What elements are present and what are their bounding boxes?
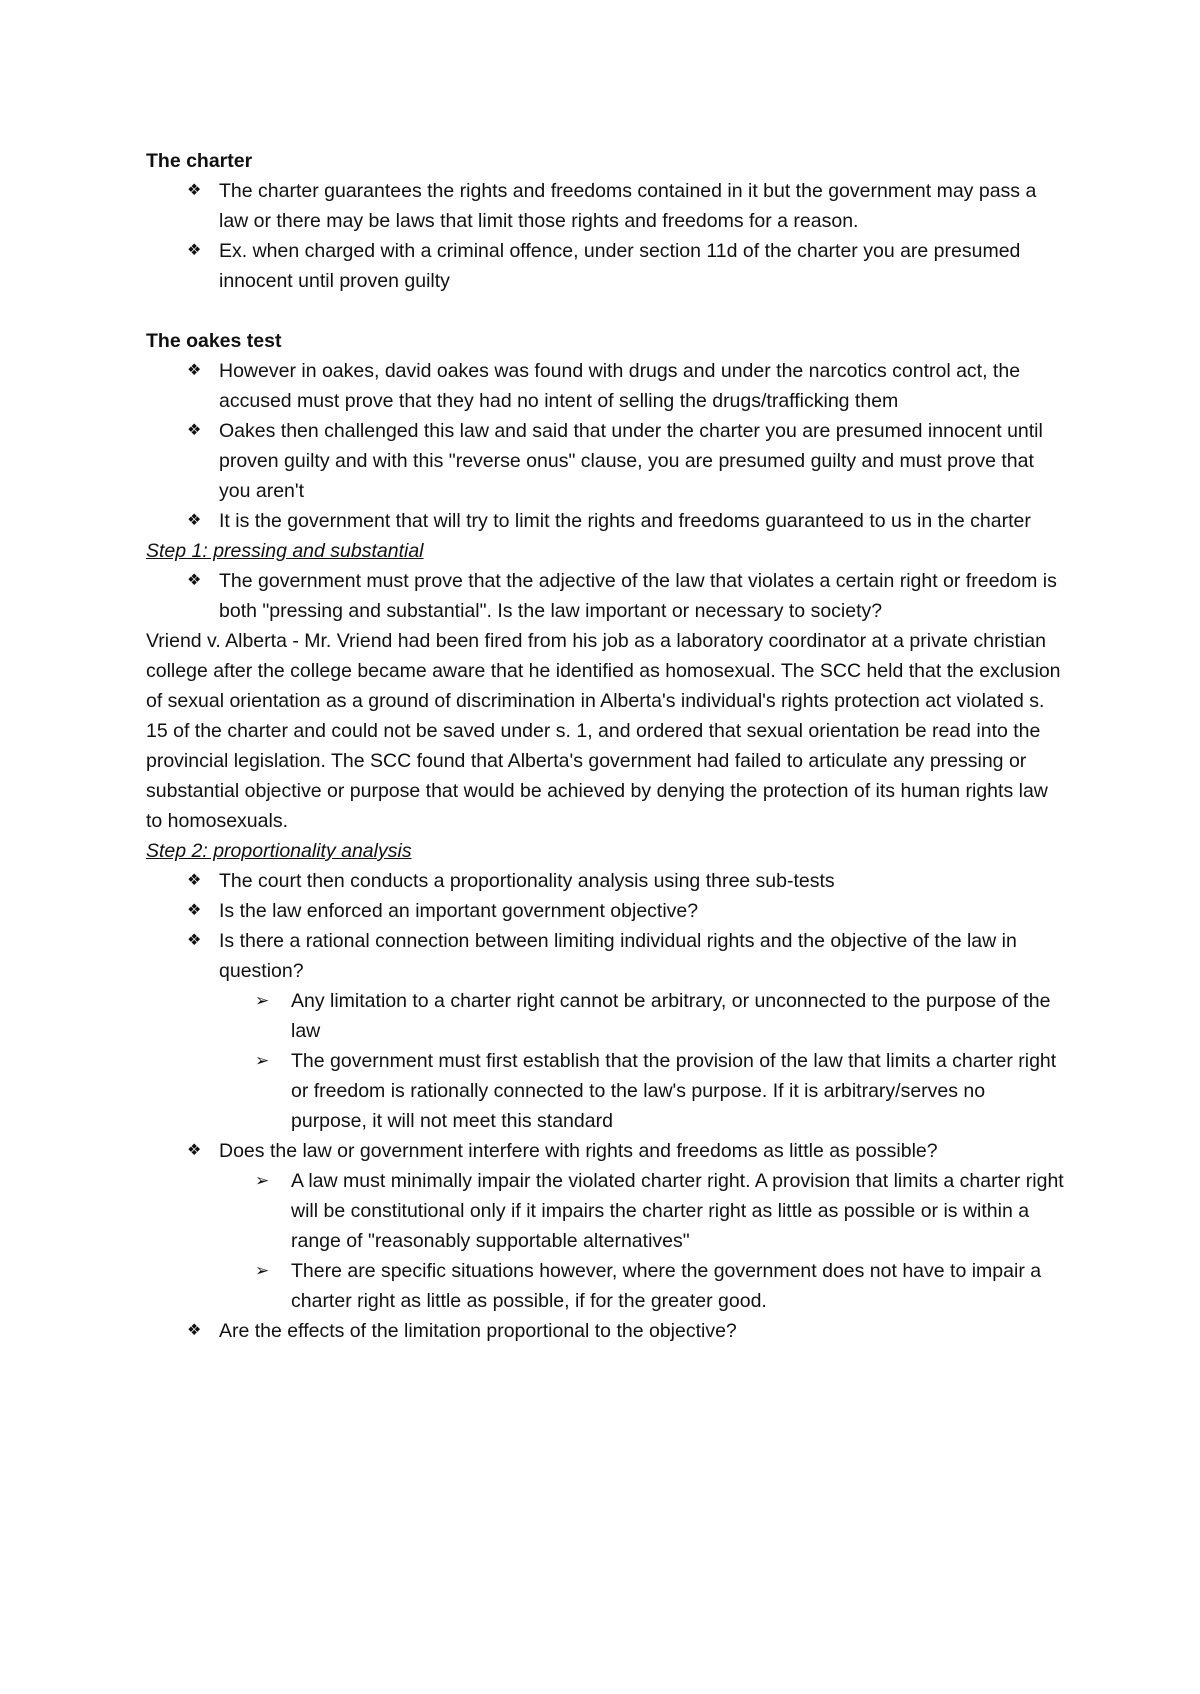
diamond-bullet-icon: ❖ — [187, 362, 202, 379]
sub-bullet-list — [219, 1166, 1066, 1316]
sub-list-item-text: Any limitation to a charter right cannot be arbitrary, or unconnected to the purpose of the law — [291, 990, 1051, 1042]
arrow-bullet-icon: ➢ — [255, 1261, 270, 1280]
list-item-text: Is there a rational connection between limiting individual rights and the objective of the law in question? — [219, 930, 1017, 982]
document-page — [146, 146, 1066, 1346]
list-item-text: The government must prove that the adjective of the law that violates a certain right or freedom is both "pressing and substantial". Is the law important or necessary to society? — [219, 570, 1057, 622]
sub-list-item-text: There are specific situations however, where the government does not have to impair a charter right as little as possible, if for the greater good. — [291, 1260, 1042, 1312]
diamond-bullet-icon: ❖ — [187, 512, 202, 529]
step-2-bullet-list — [146, 866, 1066, 1346]
list-item — [146, 1316, 1066, 1346]
list-item — [146, 176, 1066, 236]
charter-bullet-list — [146, 176, 1066, 296]
sub-list-item-text: A law must minimally impair the violated charter right. A provision that limits a charter right will be constitutional only if it impairs the charter right as little as possible or is within a range of "reasonably supportable alternatives" — [291, 1170, 1064, 1252]
list-item-text: Ex. when charged with a criminal offence, under section 11d of the charter you are presumed innocent until proven guilty — [219, 240, 1021, 292]
sub-list-item — [219, 1046, 1066, 1136]
list-item-text: It is the government that will try to limit the rights and freedoms guaranteed to us in the charter — [219, 510, 1031, 532]
list-item-text: Is the law enforced an important government objective? — [219, 900, 699, 922]
diamond-bullet-icon: ❖ — [187, 182, 202, 199]
list-item-text: Does the law or government interfere with rights and freedoms as little as possible? — [219, 1140, 938, 1162]
spacer — [146, 296, 1066, 326]
diamond-bullet-icon: ❖ — [187, 932, 202, 949]
oakes-bullet-list — [146, 356, 1066, 536]
diamond-bullet-icon: ❖ — [187, 1322, 202, 1339]
arrow-bullet-icon: ➢ — [255, 1051, 270, 1070]
list-item — [146, 1136, 1066, 1316]
diamond-bullet-icon: ❖ — [187, 872, 202, 889]
list-item-text: Oakes then challenged this law and said that under the charter you are presumed innocent until proven guilty and with this "reverse onus" clause, you are presumed guilty and must prove that you aren't — [219, 420, 1043, 502]
diamond-bullet-icon: ❖ — [187, 902, 202, 919]
list-item-text: The court then conducts a proportionality analysis using three sub-tests — [219, 870, 835, 892]
arrow-bullet-icon: ➢ — [255, 991, 270, 1010]
list-item-text: However in oakes, david oakes was found with drugs and under the narcotics control act, the accused must prove that they had no intent of selling the drugs/trafficking them — [219, 360, 1021, 412]
step-2-heading: Step 2: proportionality analysis — [146, 840, 412, 862]
diamond-bullet-icon: ❖ — [187, 242, 202, 259]
list-item — [146, 866, 1066, 896]
sub-bullet-list — [219, 986, 1066, 1136]
step-1-bullet-list — [146, 566, 1066, 626]
list-item — [146, 356, 1066, 416]
list-item — [146, 926, 1066, 1136]
diamond-bullet-icon: ❖ — [187, 422, 202, 439]
list-item — [146, 236, 1066, 296]
diamond-bullet-icon: ❖ — [187, 1142, 202, 1159]
sub-list-item-text: The government must first establish that the provision of the law that limits a charter right or freedom is rationally connected to the law's purpose. If it is arbitrary/serves no purpose, it will not meet this standard — [291, 1050, 1057, 1132]
section-heading-oakes-test: The oakes test — [146, 330, 282, 352]
sub-list-item — [219, 986, 1066, 1046]
diamond-bullet-icon: ❖ — [187, 572, 202, 589]
section-heading-charter: The charter — [146, 150, 253, 172]
vriend-case-paragraph: Vriend v. Alberta - Mr. Vriend had been fired from his job as a laboratory coordinator at a private christian college after the college became aware that he identified as homosexual. The SCC held that the exclusion of sexual orientation as a ground of discrimination in Alberta's individual's rights protection act violated s. 15 of the charter and could not be saved under s. 1, and ordered that sexual orientation be read into the provincial legislation. The SCC found that Alberta's government had failed to articulate any pressing or substantial objective or purpose that would be achieved by denying the protection of its human rights law to homosexuals. — [146, 630, 1061, 832]
step-1-heading: Step 1: pressing and substantial — [146, 540, 424, 562]
list-item — [146, 566, 1066, 626]
arrow-bullet-icon: ➢ — [255, 1171, 270, 1190]
sub-list-item — [219, 1256, 1066, 1316]
list-item — [146, 896, 1066, 926]
list-item-text: Are the effects of the limitation proportional to the objective? — [219, 1320, 737, 1342]
list-item — [146, 416, 1066, 506]
list-item-text: The charter guarantees the rights and freedoms contained in it but the government may pass a law or there may be laws that limit those rights and freedoms for a reason. — [219, 180, 1037, 232]
sub-list-item — [219, 1166, 1066, 1256]
list-item — [146, 506, 1066, 536]
